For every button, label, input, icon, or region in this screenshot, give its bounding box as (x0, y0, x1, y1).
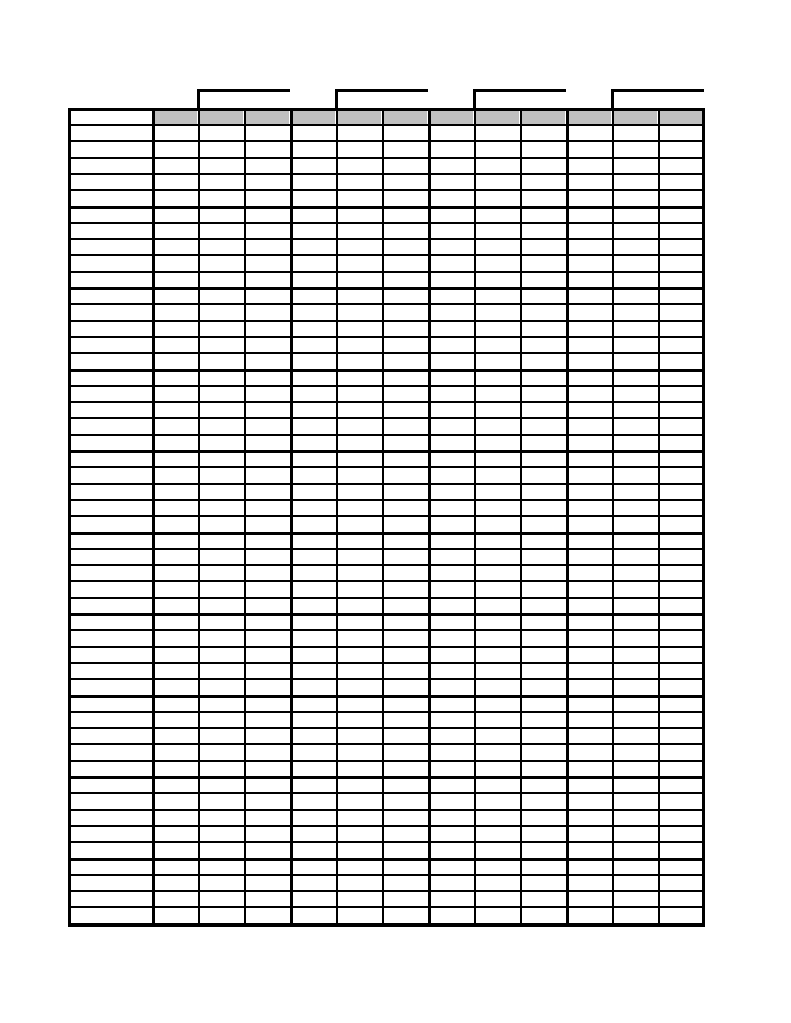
column-rule (198, 108, 200, 927)
column-rule (428, 108, 431, 927)
row-rule (68, 271, 704, 273)
subheader-cell (430, 111, 473, 124)
row-rule (68, 711, 704, 713)
table-right-rule (702, 108, 705, 927)
column-rule (244, 108, 246, 927)
row-rule (68, 385, 704, 387)
row-rule (68, 206, 704, 209)
row-rule (68, 320, 704, 322)
subheader-cell (246, 111, 289, 124)
row-rule (68, 890, 704, 892)
column-rule (474, 108, 476, 927)
subheader-cell (154, 111, 197, 124)
group-header-left-rule (335, 89, 338, 109)
column-rule (612, 108, 614, 927)
group-header-left-rule (197, 89, 200, 109)
row-rule (68, 417, 704, 419)
row-rule (68, 336, 704, 338)
row-rule (68, 906, 704, 908)
column-rule (336, 108, 338, 927)
row-rule (68, 727, 704, 729)
group-header-top-rule (473, 89, 566, 92)
row-rule (68, 776, 704, 779)
row-rule (68, 825, 704, 827)
subheader-cell (522, 111, 565, 124)
group-header-top-rule (197, 89, 290, 92)
row-rule (68, 695, 704, 698)
row-rule (68, 189, 704, 191)
subheader-cell (476, 111, 519, 124)
subheader-cell (660, 111, 703, 124)
row-rule (68, 483, 704, 485)
table-bottom-rule (68, 924, 704, 927)
row-rule (68, 760, 704, 762)
header-bottom-rule (68, 124, 704, 126)
subheader-cell (568, 111, 611, 124)
table-top-rule (68, 108, 704, 111)
column-rule (382, 108, 384, 927)
row-rule (68, 254, 704, 256)
group-header-left-rule (473, 89, 476, 109)
row-rule (68, 173, 704, 175)
row-rule (68, 613, 704, 616)
row-rule (68, 499, 704, 501)
group-header-top-rule (335, 89, 428, 92)
subheader-cell (338, 111, 381, 124)
row-rule (68, 466, 704, 468)
row-rule (68, 597, 704, 599)
row-rule (68, 532, 704, 535)
row-rule (68, 140, 704, 142)
row-rule (68, 629, 704, 631)
row-rule (68, 580, 704, 582)
row-rule (68, 858, 704, 861)
group-header-left-rule (611, 89, 614, 109)
row-rule (68, 564, 704, 566)
row-rule (68, 238, 704, 240)
row-rule (68, 809, 704, 811)
row-rule (68, 548, 704, 550)
subheader-cell (200, 111, 243, 124)
row-rule (68, 743, 704, 745)
play-column-rule (152, 108, 155, 927)
subheader-cell (384, 111, 427, 124)
row-rule (68, 450, 704, 453)
row-rule (68, 303, 704, 305)
row-rule (68, 874, 704, 876)
row-rule (68, 401, 704, 403)
group-header-top-rule (611, 89, 704, 92)
column-rule (658, 108, 660, 927)
row-rule (68, 678, 704, 680)
column-rule (566, 108, 569, 927)
row-rule (68, 662, 704, 664)
row-rule (68, 369, 704, 372)
row-rule (68, 792, 704, 794)
table-left-rule (68, 108, 71, 927)
subheader-cell (614, 111, 657, 124)
subheader-cell (292, 111, 335, 124)
row-rule (68, 515, 704, 517)
column-rule (290, 108, 293, 927)
row-rule (68, 646, 704, 648)
column-rule (520, 108, 522, 927)
row-rule (68, 287, 704, 290)
row-rule (68, 157, 704, 159)
row-rule (68, 352, 704, 354)
row-rule (68, 841, 704, 843)
row-rule (68, 222, 704, 224)
row-rule (68, 434, 704, 436)
